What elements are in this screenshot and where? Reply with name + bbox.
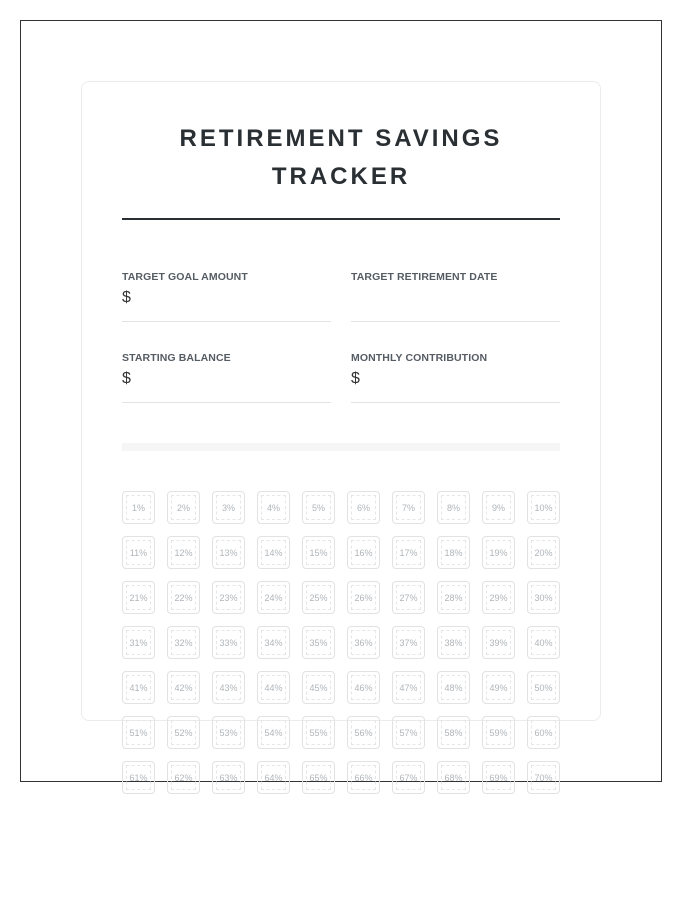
milestone-label: 56% [351,720,376,745]
milestone-box[interactable] [392,671,425,704]
milestone-box[interactable] [392,536,425,569]
milestone-label: 5% [306,495,331,520]
milestone-label: 30% [531,585,556,610]
milestone-label: 18% [441,540,466,565]
milestone-label: 37% [396,630,421,655]
milestone-label: 42% [171,675,196,700]
milestone-label: 6% [351,495,376,520]
milestone-label: 49% [486,675,511,700]
milestone-box[interactable] [257,581,290,614]
milestone-label: 64% [261,765,286,790]
milestone-label: 26% [351,585,376,610]
milestone-box[interactable] [482,671,515,704]
milestone-label: 25% [306,585,331,610]
milestone-box[interactable] [302,761,335,794]
milestone-label: 24% [261,585,286,610]
milestone-box[interactable] [347,491,380,524]
milestone-label: 16% [351,540,376,565]
milestone-box[interactable] [167,536,200,569]
milestone-box[interactable] [257,716,290,749]
milestone-box[interactable] [122,761,155,794]
milestone-box[interactable] [257,491,290,524]
milestone-box[interactable] [482,716,515,749]
milestone-label: 44% [261,675,286,700]
milestone-box[interactable] [122,671,155,704]
milestone-box[interactable] [302,536,335,569]
field-label: STARTING BALANCE [122,352,231,364]
milestone-box[interactable] [212,761,245,794]
title-divider [122,218,560,220]
milestone-box[interactable] [527,761,560,794]
milestone-label: 54% [261,720,286,745]
milestone-label: 29% [486,585,511,610]
field-label: MONTHLY CONTRIBUTION [351,352,488,364]
milestone-box[interactable] [347,536,380,569]
starting-balance-input[interactable] [122,370,331,390]
milestone-label: 3% [216,495,241,520]
milestone-box[interactable] [167,716,200,749]
milestone-box[interactable] [527,626,560,659]
currency-prefix: $ [122,289,131,306]
milestone-label: 27% [396,585,421,610]
milestone-label: 62% [171,765,196,790]
milestone-box[interactable] [212,671,245,704]
milestone-box[interactable] [302,716,335,749]
milestone-label: 51% [126,720,151,745]
monthly-contribution-field[interactable] [351,352,560,403]
target-goal-amount-input[interactable] [122,289,331,309]
milestone-box[interactable] [302,671,335,704]
milestone-box[interactable] [167,491,200,524]
milestone-label: 46% [351,675,376,700]
milestone-label: 4% [261,495,286,520]
milestone-label: 38% [441,630,466,655]
milestone-box[interactable] [347,626,380,659]
milestone-box[interactable] [437,671,470,704]
milestone-label: 31% [126,630,151,655]
milestone-box[interactable] [122,626,155,659]
milestone-box[interactable] [122,536,155,569]
milestone-label: 19% [486,540,511,565]
milestone-box[interactable] [212,581,245,614]
milestone-box[interactable] [437,716,470,749]
milestone-label: 8% [441,495,466,520]
milestone-box[interactable] [257,536,290,569]
milestone-label: 1% [126,495,151,520]
milestone-box[interactable] [437,761,470,794]
milestone-box[interactable] [122,581,155,614]
milestone-box[interactable] [437,626,470,659]
milestone-box[interactable] [347,716,380,749]
milestone-box[interactable] [122,491,155,524]
milestone-box[interactable] [257,626,290,659]
milestone-box[interactable] [212,716,245,749]
milestone-box[interactable] [392,761,425,794]
milestone-box[interactable] [527,536,560,569]
milestone-box[interactable] [167,671,200,704]
milestone-box[interactable] [167,761,200,794]
milestone-label: 28% [441,585,466,610]
field-label: TARGET GOAL AMOUNT [122,271,248,283]
milestone-label: 9% [486,495,511,520]
milestone-label: 40% [531,630,556,655]
monthly-contribution-input[interactable] [351,370,560,390]
starting-balance-field[interactable] [122,352,331,403]
milestone-label: 17% [396,540,421,565]
milestone-label: 52% [171,720,196,745]
milestone-label: 15% [306,540,331,565]
milestone-box[interactable] [437,581,470,614]
milestone-label: 20% [531,540,556,565]
milestone-box[interactable] [167,626,200,659]
milestone-label: 50% [531,675,556,700]
milestone-label: 48% [441,675,466,700]
milestone-label: 32% [171,630,196,655]
milestone-box[interactable] [527,581,560,614]
milestone-box[interactable] [302,626,335,659]
milestone-box[interactable] [257,761,290,794]
milestone-label: 34% [261,630,286,655]
milestone-label: 43% [216,675,241,700]
field-label: TARGET RETIREMENT DATE [351,271,498,283]
title-line-2: TRACKER [271,163,411,190]
milestone-box[interactable] [392,716,425,749]
milestone-box[interactable] [482,491,515,524]
milestone-label: 65% [306,765,331,790]
milestone-box[interactable] [437,536,470,569]
milestone-label: 53% [216,720,241,745]
milestone-box[interactable] [302,581,335,614]
milestone-label: 39% [486,630,511,655]
milestone-label: 69% [486,765,511,790]
target-retirement-date-input[interactable] [351,289,560,309]
milestone-label: 60% [531,720,556,745]
milestone-box[interactable] [347,581,380,614]
milestone-label: 58% [441,720,466,745]
currency-prefix: $ [351,370,360,387]
milestone-box[interactable] [122,716,155,749]
target-goal-amount-field[interactable] [122,271,331,322]
milestone-label: 57% [396,720,421,745]
milestone-box[interactable] [212,626,245,659]
milestone-box[interactable] [482,581,515,614]
milestone-label: 36% [351,630,376,655]
milestone-label: 45% [306,675,331,700]
milestone-label: 68% [441,765,466,790]
milestone-box[interactable] [482,536,515,569]
milestone-label: 11% [126,540,151,565]
milestone-label: 14% [261,540,286,565]
milestone-label: 33% [216,630,241,655]
milestone-box[interactable] [392,491,425,524]
milestone-label: 21% [126,585,151,610]
milestone-box[interactable] [392,581,425,614]
milestone-label: 67% [396,765,421,790]
milestone-box[interactable] [347,761,380,794]
milestone-label: 22% [171,585,196,610]
milestone-label: 12% [171,540,196,565]
milestone-box[interactable] [482,626,515,659]
milestone-box[interactable] [212,491,245,524]
milestone-label: 35% [306,630,331,655]
milestone-box[interactable] [437,491,470,524]
milestone-label: 7% [396,495,421,520]
milestone-box[interactable] [482,761,515,794]
milestone-label: 70% [531,765,556,790]
milestone-label: 13% [216,540,241,565]
milestone-label: 59% [486,720,511,745]
milestone-box[interactable] [527,671,560,704]
milestone-label: 2% [171,495,196,520]
milestone-label: 23% [216,585,241,610]
milestone-box[interactable] [212,536,245,569]
title-line-1: RETIREMENT SAVINGS [179,125,503,152]
milestone-box[interactable] [527,491,560,524]
milestone-box[interactable] [347,671,380,704]
milestone-box[interactable] [167,581,200,614]
milestone-label: 61% [126,765,151,790]
page-title [81,120,601,196]
milestone-box[interactable] [527,716,560,749]
currency-prefix: $ [122,370,131,387]
milestone-label: 55% [306,720,331,745]
milestone-label: 10% [531,495,556,520]
milestone-box[interactable] [392,626,425,659]
milestone-label: 47% [396,675,421,700]
milestone-box[interactable] [302,491,335,524]
milestone-label: 66% [351,765,376,790]
milestone-label: 63% [216,765,241,790]
milestone-box[interactable] [257,671,290,704]
progress-bar [122,443,560,451]
milestone-label: 41% [126,675,151,700]
target-retirement-date-field[interactable] [351,271,560,322]
